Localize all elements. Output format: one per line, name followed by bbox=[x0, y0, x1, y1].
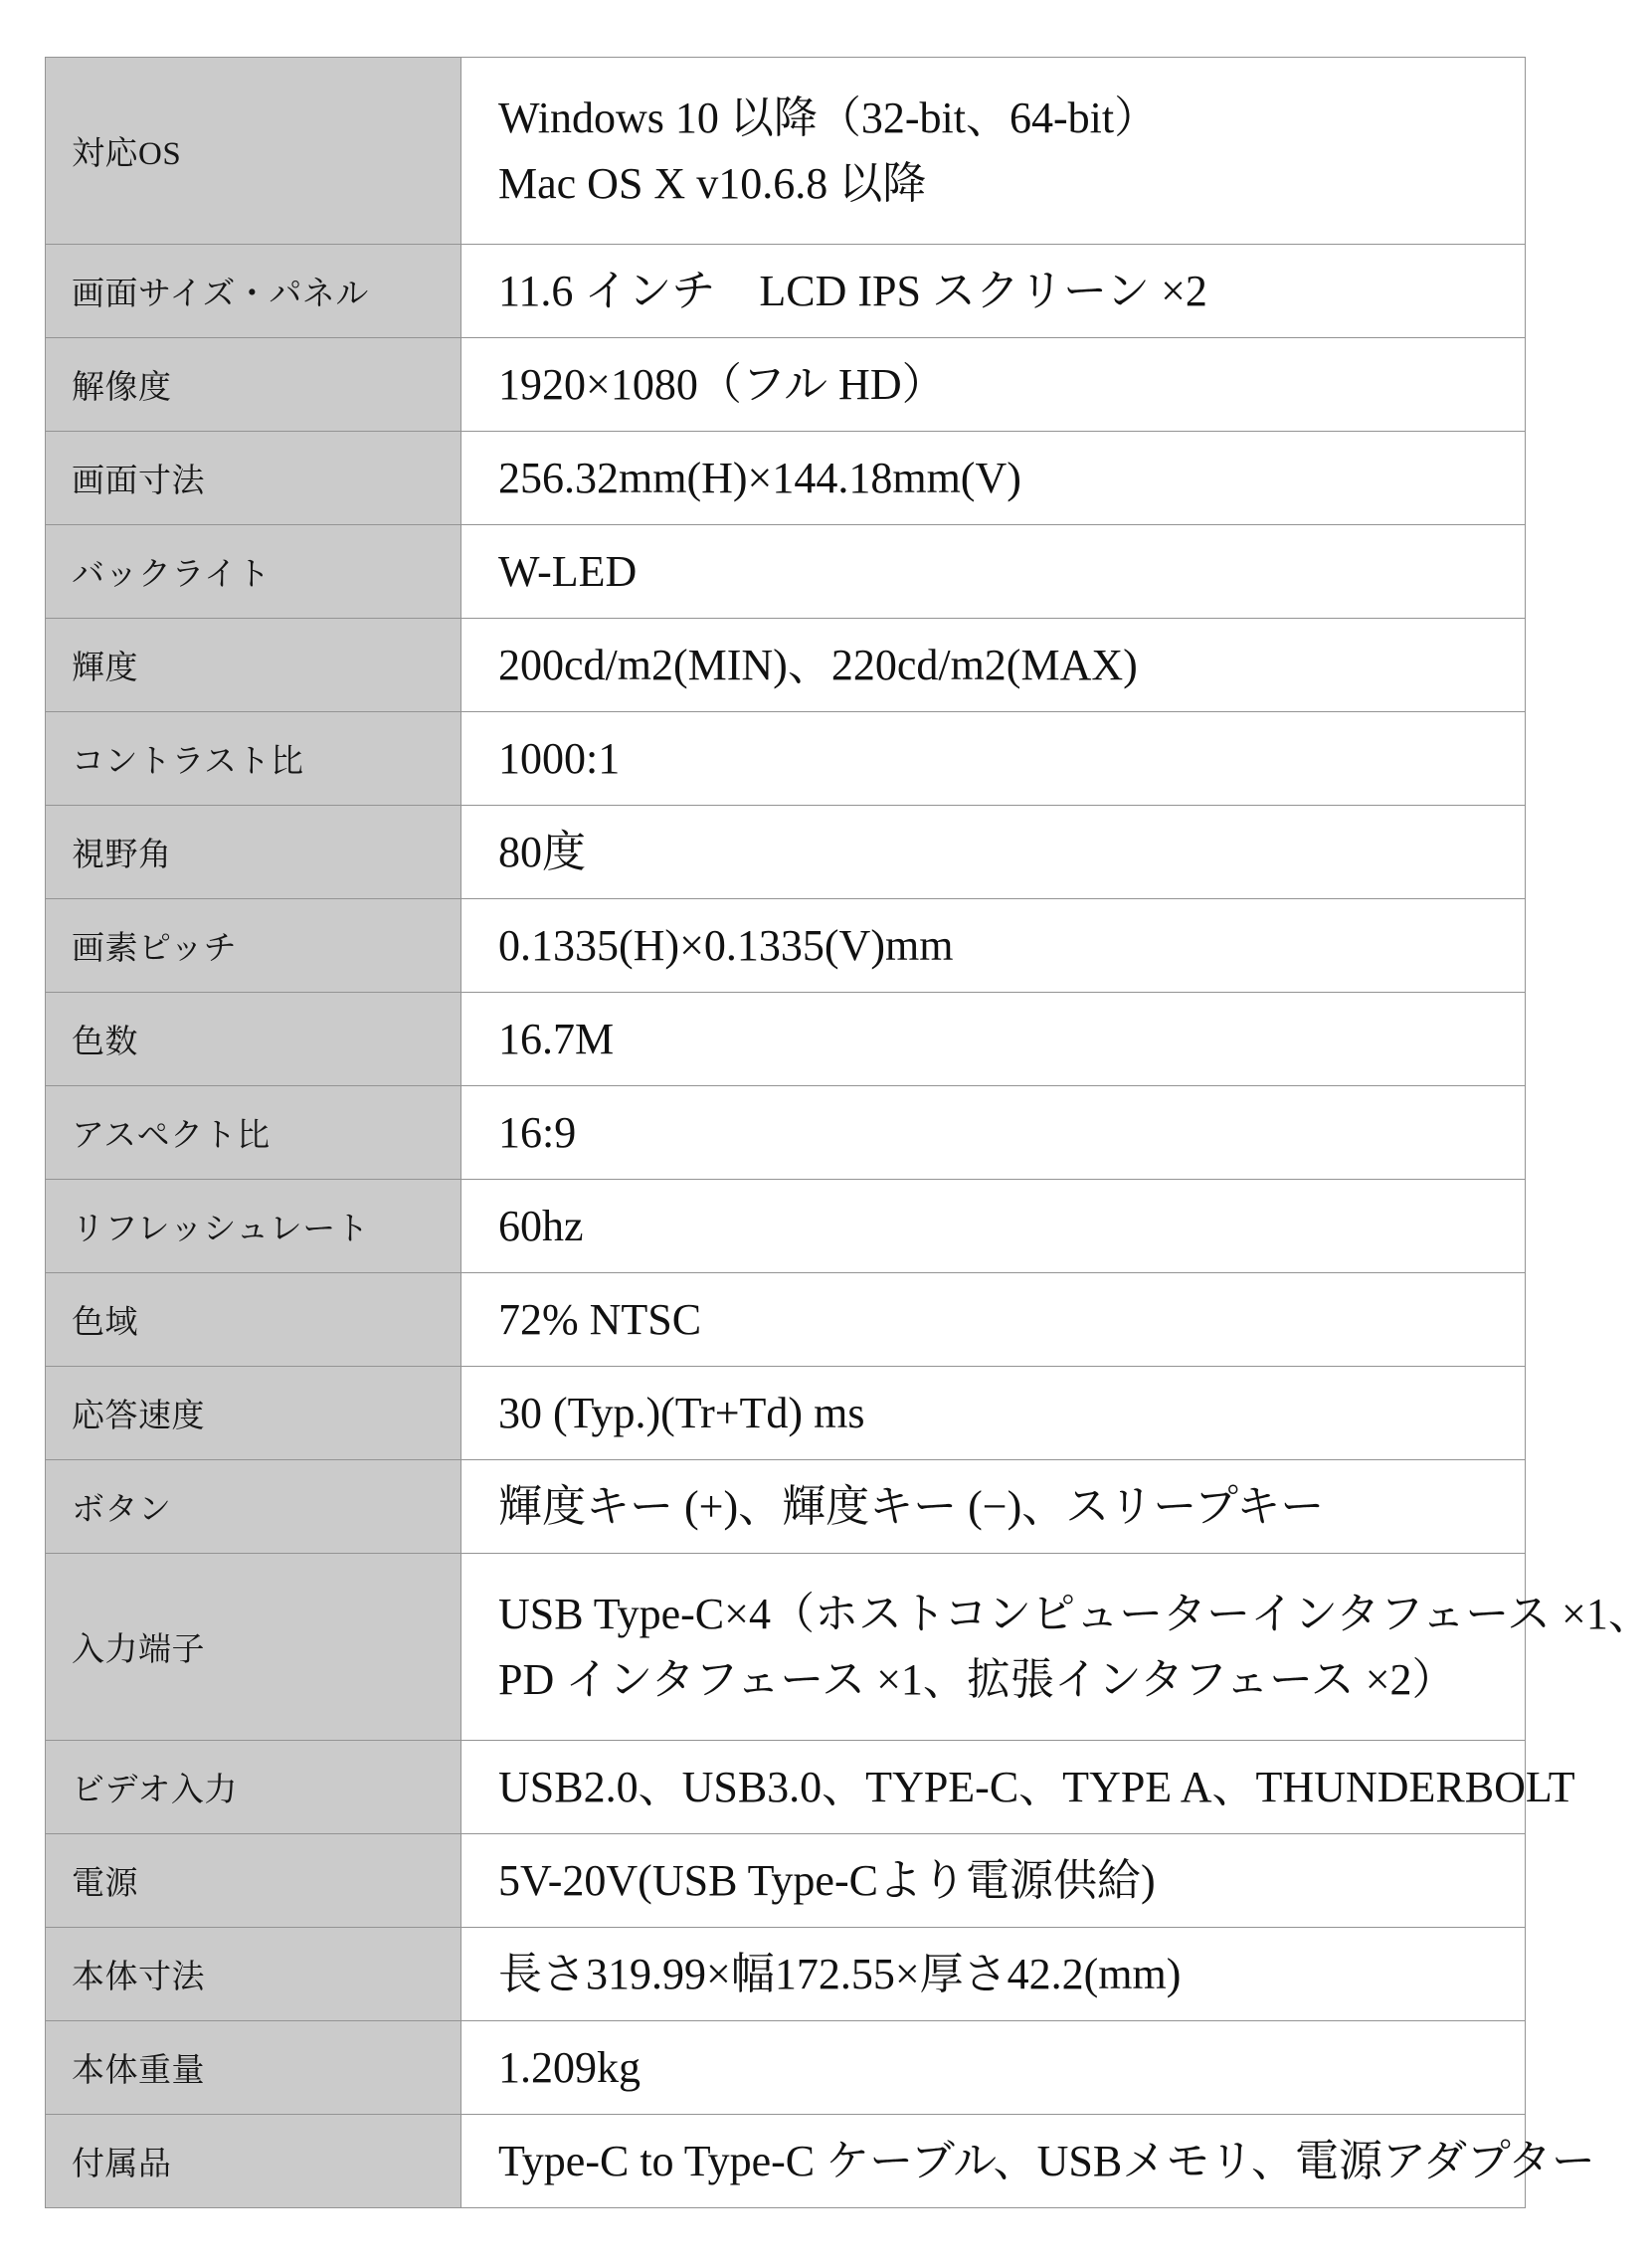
spec-value bbox=[461, 712, 1526, 806]
spec-value-line: 1920×1080（フル HD） bbox=[498, 359, 946, 409]
spec-value-line: 16:9 bbox=[498, 1107, 577, 1157]
spec-value bbox=[461, 1086, 1526, 1180]
spec-value-line: Windows 10 以降（32-bit、64-bit） bbox=[498, 93, 1159, 142]
spec-value-line: PD インタフェース ×1、拡張インタフェース ×2） bbox=[498, 1654, 1456, 1704]
spec-value bbox=[461, 1367, 1526, 1460]
spec-row bbox=[46, 619, 1526, 712]
spec-value-line: 30 (Typ.)(Tr+Td) ms bbox=[498, 1388, 865, 1437]
spec-row bbox=[46, 899, 1526, 993]
spec-label: リフレッシュレート bbox=[46, 1180, 461, 1273]
spec-value-line: 200cd/m2(MIN)、220cd/m2(MAX) bbox=[498, 640, 1138, 689]
spec-value-line: Mac OS X v10.6.8 以降 bbox=[498, 158, 927, 208]
spec-table bbox=[45, 57, 1652, 2208]
spec-value-line: 16.7M bbox=[498, 1014, 615, 1063]
spec-label: 本体寸法 bbox=[46, 1928, 461, 2021]
spec-value-line: W-LED bbox=[498, 546, 638, 596]
spec-value bbox=[461, 993, 1526, 1086]
spec-label: コントラスト比 bbox=[46, 712, 461, 806]
spec-row bbox=[46, 2115, 1526, 2208]
spec-row bbox=[46, 525, 1526, 619]
spec-value-line: 5V-20V(USB Type-Cより電源供給) bbox=[498, 1855, 1156, 1905]
spec-row bbox=[46, 245, 1526, 338]
spec-label: 画面サイズ・パネル bbox=[46, 245, 461, 338]
spec-value-line: 60hz bbox=[498, 1201, 584, 1250]
spec-value bbox=[461, 1834, 1526, 1928]
spec-value-line: 1.209kg bbox=[498, 2042, 641, 2092]
spec-value bbox=[461, 1928, 1526, 2021]
spec-row bbox=[46, 1367, 1526, 1460]
spec-label: 電源 bbox=[46, 1834, 461, 1928]
spec-row bbox=[46, 1086, 1526, 1180]
spec-label: 付属品 bbox=[46, 2115, 461, 2208]
spec-value-line: 輝度キー (+)、輝度キー (−)、スリープキー bbox=[498, 1481, 1325, 1531]
spec-row bbox=[46, 1928, 1526, 2021]
spec-value bbox=[461, 2115, 1595, 2208]
spec-value bbox=[461, 432, 1526, 525]
spec-value bbox=[461, 58, 1526, 245]
spec-value bbox=[461, 1554, 1652, 1741]
spec-label: ビデオ入力 bbox=[46, 1741, 461, 1834]
spec-row bbox=[46, 806, 1526, 899]
spec-value bbox=[461, 525, 1526, 619]
spec-value bbox=[461, 1741, 1575, 1834]
spec-value bbox=[461, 1180, 1526, 1273]
spec-value-line: 1000:1 bbox=[498, 733, 621, 783]
spec-row bbox=[46, 1554, 1526, 1741]
spec-label: バックライト bbox=[46, 525, 461, 619]
spec-row bbox=[46, 2021, 1526, 2115]
spec-label: 解像度 bbox=[46, 338, 461, 432]
spec-value bbox=[461, 619, 1526, 712]
spec-label: 色域 bbox=[46, 1273, 461, 1367]
spec-row bbox=[46, 1834, 1526, 1928]
spec-row bbox=[46, 1180, 1526, 1273]
spec-value-line: 80度 bbox=[498, 827, 586, 876]
spec-row bbox=[46, 712, 1526, 806]
spec-label: 色数 bbox=[46, 993, 461, 1086]
spec-value bbox=[461, 806, 1526, 899]
spec-row bbox=[46, 58, 1526, 245]
spec-value-line: 256.32mm(H)×144.18mm(V) bbox=[498, 453, 1021, 502]
spec-value bbox=[461, 245, 1526, 338]
spec-value bbox=[461, 2021, 1526, 2115]
spec-label: ボタン bbox=[46, 1460, 461, 1554]
spec-row bbox=[46, 432, 1526, 525]
spec-value-line: Type-C to Type-C ケーブル、USBメモリ、電源アダプター bbox=[498, 2136, 1595, 2185]
spec-value bbox=[461, 899, 1526, 993]
spec-label: 視野角 bbox=[46, 806, 461, 899]
spec-value bbox=[461, 1273, 1526, 1367]
spec-label: 応答速度 bbox=[46, 1367, 461, 1460]
spec-label: 入力端子 bbox=[46, 1554, 461, 1741]
spec-value-line: 長さ319.99×幅172.55×厚さ42.2(mm) bbox=[498, 1949, 1182, 1998]
spec-value-line: USB2.0、USB3.0、TYPE-C、TYPE A、THUNDERBOLT bbox=[498, 1762, 1575, 1811]
spec-row bbox=[46, 1741, 1526, 1834]
spec-value bbox=[461, 338, 1526, 432]
spec-value bbox=[461, 1460, 1526, 1554]
spec-label: 対応OS bbox=[46, 58, 461, 245]
spec-value-line: USB Type-C×4（ホストコンピューターインタフェース ×1、 bbox=[498, 1589, 1652, 1638]
spec-label: 本体重量 bbox=[46, 2021, 461, 2115]
spec-value-line: 0.1335(H)×0.1335(V)mm bbox=[498, 920, 954, 970]
spec-label: アスペクト比 bbox=[46, 1086, 461, 1180]
spec-label: 画面寸法 bbox=[46, 432, 461, 525]
spec-value-line: 11.6 インチ LCD IPS スクリーン ×2 bbox=[498, 266, 1207, 315]
spec-row bbox=[46, 338, 1526, 432]
spec-row bbox=[46, 1460, 1526, 1554]
spec-label: 画素ピッチ bbox=[46, 899, 461, 993]
spec-value-line: 72% NTSC bbox=[498, 1294, 702, 1344]
spec-table-body bbox=[46, 58, 1652, 2208]
spec-row bbox=[46, 1273, 1526, 1367]
spec-row bbox=[46, 993, 1526, 1086]
spec-label: 輝度 bbox=[46, 619, 461, 712]
